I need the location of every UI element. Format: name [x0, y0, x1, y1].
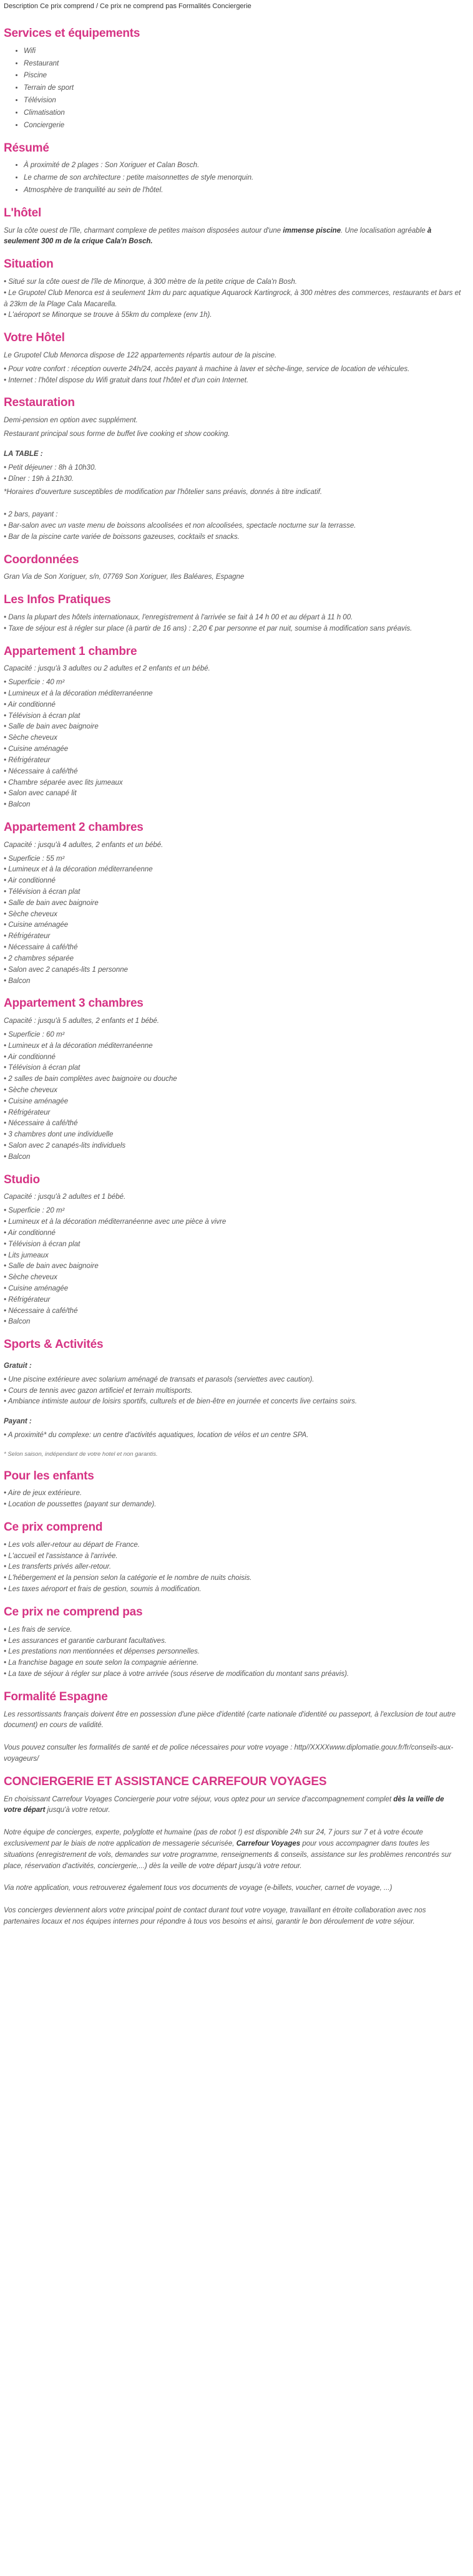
resume-title: Résumé — [4, 141, 49, 155]
hotel-description — [4, 226, 462, 248]
list-item: • Dîner : 19h à 21h30. — [4, 474, 462, 485]
list-item: • La taxe de séjour à régler sur place à votre arrivée (sous réserve de modification du montant sans préavis). — [4, 1669, 462, 1680]
list-item: • Pour votre confort : réception ouverte 24h/24, accès payant à machine à laver et sèche-linge, service de location de véhicules. — [4, 364, 462, 375]
conciergerie-p3: Via notre application, vous retrouverez également tous vos documents de voyage (e-billets, voucher, carnet de voyage, ...) — [4, 1884, 393, 1892]
apt2-title: Appartement 2 chambres — [4, 820, 144, 834]
enfants-list — [4, 1488, 462, 1511]
situation-list — [4, 277, 462, 321]
apt1-capacity: Capacité : jusqu'à 3 adultes ou 2 adultes et 2 enfants et un bébé. — [4, 665, 210, 673]
list-item: • Sèche cheveux — [4, 733, 462, 744]
list-item: • La franchise bagage en soute selon la compagnie aérienne. — [4, 1658, 462, 1669]
list-item: • Lumineux et à la décoration méditerranéenne avec une pièce à vivre — [4, 1217, 462, 1228]
sports-note: * Selon saison, indépendant de votre hotel et non garantis. — [4, 1450, 158, 1458]
formalites-text: Les ressortissants français doivent être en possession d'une pièce d'identité (carte nationale d'identité ou passeport, à l'exclusion de tout autre document) en cours de validité. — [4, 1710, 456, 1730]
hotel-text-1: Sur la côte ouest de l'île, charmant complexe de petites maison disposées autour d'une — [4, 226, 281, 235]
formalites-title: Formalité Espagne — [4, 1690, 108, 1703]
conciergerie-p2-text: Notre équipe de concierges, experte, polyglotte et humaine (pas de robot !) est disponible 24h sur 24, 7 jours sur 7 et à votre écoute exclusivement par le biais de notre application de messagerie sécurisée, — [4, 1829, 423, 1848]
list-item: • Réfrigérateur — [4, 1108, 462, 1119]
infos-list — [4, 613, 462, 635]
list-item: • Lumineux et à la décoration méditerranéenne — [4, 1041, 462, 1052]
votre-hotel-list — [4, 364, 462, 387]
bars-list — [4, 510, 462, 543]
table-label: LA TABLE : — [4, 450, 43, 458]
apt3-capacity: Capacité : jusqu'à 5 adultes, 2 enfants et 1 bébé. — [4, 1017, 159, 1025]
list-item: • Cuisine aménagée — [4, 920, 462, 931]
list-item: • Les frais de service. — [4, 1625, 462, 1636]
list-item: • Les taxes aéroport et frais de gestion, soumis à modification. — [4, 1584, 462, 1595]
list-item: • Balcon — [4, 800, 462, 811]
apt3-title: Appartement 3 chambres — [4, 997, 144, 1010]
situation-title: Situation — [4, 258, 54, 271]
apt1-list — [4, 677, 462, 811]
list-item: • Les assurances et garantie carburant facultatives. — [4, 1636, 462, 1647]
breadcrumb[interactable]: Description Ce prix comprend / Ce prix ne comprend pas Formalités Conciergerie — [4, 2, 251, 10]
list-item: • Air conditionné — [4, 700, 462, 711]
list-item: • L'aéroport se Minorque se trouve à 55km du complexe (env 1h). — [4, 310, 462, 321]
restauration-title: Restauration — [4, 396, 75, 410]
list-item: • L'hébergement et la pension selon la catégorie et le nombre de nuits choisis. — [4, 1573, 462, 1584]
list-item: • Réfrigérateur — [4, 1295, 462, 1306]
list-item: • Télévision à écran plat — [4, 711, 462, 722]
list-item: • Le Grupotel Club Menorca est à seulement 1km du parc aquatique Aquarock Kartingrock, à 300 mètres des commerces, restaurants et bars et à 23km de la Plage Cala Macarella. — [4, 288, 462, 311]
list-item: • Cours de tennis avec gazon artificiel et terrain multisports. — [4, 1386, 462, 1397]
list-item: • Conciergerie — [24, 120, 462, 132]
list-item: • Internet : l'hôtel dispose du Wifi gratuit dans tout l'hôtel et d'un coin Internet. — [4, 375, 462, 387]
list-item: • Les transferts privés aller-retour. — [4, 1562, 462, 1573]
list-item: • Superficie : 60 m² — [4, 1030, 462, 1041]
apt1-title: Appartement 1 chambre — [4, 644, 137, 658]
votre-hotel-intro: Le Grupotel Club Menorca dispose de 122 appartements répartis autour de la piscine. — [4, 352, 277, 360]
enfants-title: Pour les enfants — [4, 1469, 94, 1483]
conciergerie-p1-text: En choisissant Carrefour Voyages Conciergerie pour votre séjour, vous optez pour un service d'accompagnement complet — [4, 1795, 392, 1803]
resume-list — [4, 160, 462, 196]
list-item: • Salon avec 2 canapés-lits individuels — [4, 1141, 462, 1152]
services-list — [4, 46, 462, 132]
restauration-line: Demi-pension en option avec supplément. — [4, 417, 138, 425]
list-item: • 3 chambres dont une individuelle — [4, 1130, 462, 1141]
list-item: • Aire de jeux extérieure. — [4, 1488, 462, 1499]
address: Gran Via de Son Xoriguer, s/n, 07769 Son Xoriguer, Iles Baléares, Espagne — [4, 573, 245, 581]
list-item: • Bar-salon avec un vaste menu de boissons alcoolisées et non alcoolisées, spectacle nocturne sur la terrasse. — [4, 521, 462, 532]
restauration-line: Restaurant principal sous forme de buffet live cooking et show cooking. — [4, 430, 230, 438]
conciergerie-p4: Vos concierges deviennent alors votre principal point de contact durant tout votre voyage, travaillant en étroite collaboration avec nos partenaires locaux et nos équipes internes pour répondre à tous vos besoins et ainsi, garantir le bon déroulement de votre séjour. — [4, 1907, 426, 1926]
sports-title: Sports & Activités — [4, 1338, 104, 1352]
list-item: • Taxe de séjour est à régler sur place (à partir de 16 ans) : 2,20 € par personne et par nuit, soumise à modification sans préavis. — [4, 624, 462, 635]
hotel-text-2: . Une localisation agréable — [341, 226, 426, 235]
list-item: • Air conditionné — [4, 1228, 462, 1239]
list-item: • Air conditionné — [4, 876, 462, 887]
list-item: • Lits jumeaux — [4, 1251, 462, 1262]
list-item: • Nécessaire à café/thé — [4, 1306, 462, 1317]
list-item: • Télévision à écran plat — [4, 887, 462, 898]
list-item: • Salle de bain avec baignoire — [4, 1261, 462, 1272]
list-item: • Air conditionné — [4, 1052, 462, 1063]
list-item: • Réfrigérateur — [4, 931, 462, 942]
apt3-list — [4, 1030, 462, 1163]
free-label: Gratuit : — [4, 1362, 32, 1370]
ne-comprend-list — [4, 1625, 462, 1680]
list-item: • Cuisine aménagée — [4, 744, 462, 755]
list-item: • Salon avec 2 canapés-lits 1 personne — [4, 965, 462, 976]
conciergerie-p2 — [4, 1828, 462, 1872]
list-item: • Sèche cheveux — [4, 1272, 462, 1284]
list-item: • Petit déjeuner : 8h à 10h30. — [4, 463, 462, 474]
list-item: • L'accueil et l'assistance à l'arrivée. — [4, 1551, 462, 1562]
conciergerie-p2-end: pour vous accompagner dans toutes les situations (enregistrement de vols, demandes sur votre programme, renseignements & conseils, assistance sur les problèmes rencontrés sur place, réservation d'activités, conciergerie,...) dès la veille de votre départ jusqu'à votre retour. — [4, 1840, 452, 1870]
list-item: • Atmosphère de tranquilité au sein de l'hôtel. — [24, 185, 462, 196]
list-item: • Lumineux et à la décoration méditerranéenne — [4, 689, 462, 700]
list-item: • Superficie : 40 m² — [4, 677, 462, 689]
list-item: • Nécessaire à café/thé — [4, 942, 462, 954]
list-item: • Superficie : 20 m² — [4, 1206, 462, 1217]
list-item: • Les prestations non mentionnées et dépenses personnelles. — [4, 1647, 462, 1658]
apt2-list — [4, 854, 462, 987]
list-item: • 2 salles de bain complètes avec baignoire ou douche — [4, 1074, 462, 1085]
list-item: • Télévision — [24, 95, 462, 107]
list-item: • Bar de la piscine carte variée de boissons gazeuses, cocktails et snacks. — [4, 532, 462, 543]
list-item: • Location de poussettes (payant sur demande). — [4, 1499, 462, 1511]
list-item: • À proximité de 2 plages : Son Xoriguer et Calan Bosch. — [24, 160, 462, 172]
conciergerie-p1-end: jusqu'à votre retour. — [47, 1806, 110, 1814]
services-title: Services et équipements — [4, 27, 140, 41]
list-item: • Réfrigérateur — [4, 755, 462, 767]
conciergerie-p1 — [4, 1794, 462, 1817]
conciergerie-p1-bold: dès la veille de votre départ — [4, 1795, 444, 1814]
list-item: • Balcon — [4, 976, 462, 987]
list-item: • Climatisation — [24, 108, 462, 119]
list-item: • Télévision à écran plat — [4, 1063, 462, 1074]
formalites-link-text[interactable]: Vous pouvez consulter les formalités de santé et de police nécessaires pour votre voyage : http//XXXXwww.diplomatie.gouv.fr/fr/conseils-aux-voyageurs/ — [4, 1744, 454, 1763]
paid-label: Payant : — [4, 1418, 32, 1426]
coordonnees-title: Coordonnées — [4, 553, 79, 566]
list-item: • Sèche cheveux — [4, 1085, 462, 1097]
list-item: • Lumineux et à la décoration méditerranéenne — [4, 864, 462, 876]
list-item: • Balcon — [4, 1317, 462, 1328]
comprend-list — [4, 1540, 462, 1595]
studio-capacity: Capacité : jusqu'à 2 adultes et 1 bébé. — [4, 1193, 126, 1201]
list-item: • Sèche cheveux — [4, 909, 462, 921]
studio-list — [4, 1206, 462, 1328]
list-item: • Nécessaire à café/thé — [4, 767, 462, 778]
list-item: • Restaurant — [24, 59, 462, 70]
table-note: *Horaires d'ouverture susceptibles de modification par l'hôtelier sans préavis, donnés à titre indicatif. — [4, 488, 323, 496]
list-item: • Piscine — [24, 70, 462, 82]
list-item: • Les vols aller-retour au départ de France. — [4, 1540, 462, 1551]
votre-hotel-title: Votre Hôtel — [4, 331, 65, 345]
conciergerie-title: CONCIERGERIE ET ASSISTANCE CARREFOUR VOYAGES — [4, 1775, 327, 1788]
list-item: • Balcon — [4, 1152, 462, 1163]
list-item: • Nécessaire à café/thé — [4, 1118, 462, 1130]
conciergerie-p2-bold: Carrefour Voyages — [236, 1840, 301, 1848]
ne-comprend-title: Ce prix ne comprend pas — [4, 1605, 143, 1619]
table-list — [4, 463, 462, 485]
comprend-title: Ce prix comprend — [4, 1521, 103, 1534]
list-item: • Terrain de sport — [24, 83, 462, 94]
list-item: • Ambiance intimiste autour de loisirs sportifs, culturels et de bien-être en journée et concerts live certains soirs. — [4, 1397, 462, 1408]
list-item: • Salle de bain avec baignoire — [4, 722, 462, 733]
list-item: • Chambre séparée avec lits jumeaux — [4, 778, 462, 789]
list-item: • Wifi — [24, 46, 462, 57]
list-item: • 2 bars, payant : — [4, 510, 462, 521]
list-item: • Cuisine aménagée — [4, 1097, 462, 1108]
list-item: • Télévision à écran plat — [4, 1239, 462, 1251]
free-list — [4, 1375, 462, 1408]
hotel-text-pool: immense piscine — [283, 226, 341, 235]
list-item: • Dans la plupart des hôtels internationaux, l'enregistrement à l'arrivée se fait à 14 h 00 et au départ à 11 h 00. — [4, 613, 462, 624]
hotel-title: L'hôtel — [4, 206, 42, 220]
list-item: • Superficie : 55 m² — [4, 854, 462, 865]
studio-title: Studio — [4, 1173, 40, 1186]
list-item: • Cuisine aménagée — [4, 1284, 462, 1295]
list-item: • Salon avec canapé lit — [4, 788, 462, 800]
list-item: • Le charme de son architecture : petite maisonnettes de style menorquin. — [24, 173, 462, 184]
list-item: • 2 chambres séparée — [4, 954, 462, 965]
infos-title: Les Infos Pratiques — [4, 593, 111, 607]
paid-list — [4, 1430, 462, 1441]
list-item: • Une piscine extérieure avec solarium aménagé de transats et parasols (serviettes avec caution). — [4, 1375, 462, 1386]
list-item: • Salle de bain avec baignoire — [4, 898, 462, 909]
list-item: • Situé sur la côte ouest de l'île de Minorque, à 300 mètre de la petite crique de Cala'n Bosh. — [4, 277, 462, 288]
hotel-text-distance: à seulement 300 m de la crique Cala'n Bosch. — [4, 226, 432, 246]
list-item: • A proximité* du complexe: un centre d'activités aquatiques, location de vélos et un centre SPA. — [4, 1430, 462, 1441]
apt2-capacity: Capacité : jusqu'à 4 adultes, 2 enfants et un bébé. — [4, 841, 163, 849]
